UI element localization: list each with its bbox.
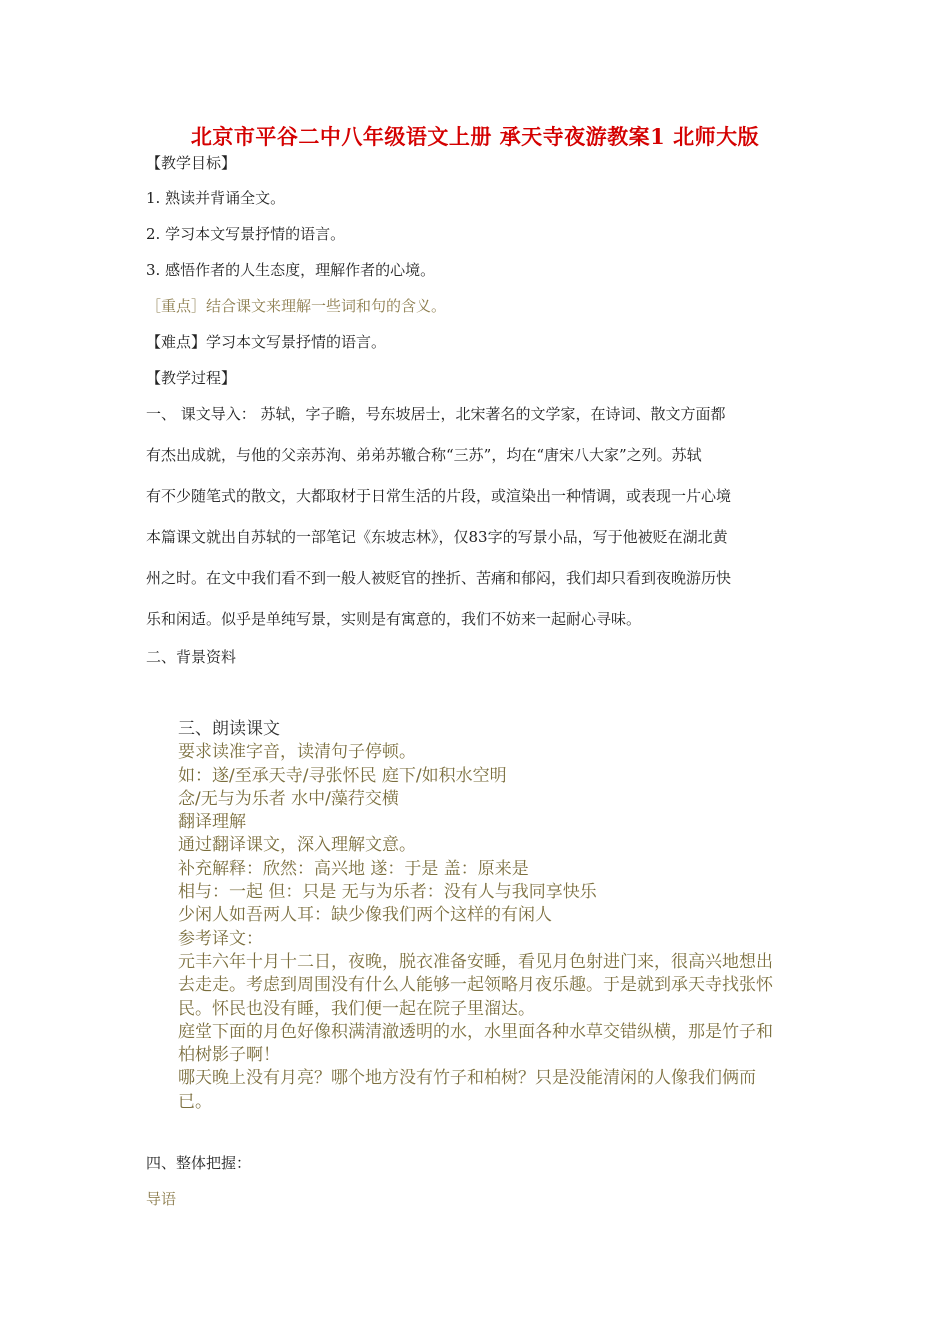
reading-line: 如：遂/至承天寺/寻张怀民 庭下/如积水空明	[178, 765, 507, 786]
reading-block	[178, 718, 818, 1114]
intro-line: 有杰出成就，与他的父亲苏洵、弟弟苏辙合称“三苏”，均在“唐宋八大家”之列。苏轼	[146, 446, 702, 464]
reading-line: 要求读准字音，读清句子停顿。	[178, 742, 416, 763]
process-header: 【教学过程】	[146, 369, 237, 387]
reading-line: 相与：一起 但：只是 无与为乐者：没有人与我同享快乐	[178, 882, 597, 903]
key-point: ［重点］结合课文来理解一些词和句的含义。	[146, 297, 447, 315]
reading-line: 民。怀民也没有睡，我们便一起在院子里溜达。	[178, 998, 535, 1019]
goal-item: 2. 学习本文写景抒情的语言。	[146, 225, 346, 243]
reading-line: 元丰六年十月十二日，夜晚，脱衣准备安睡，看见月色射进门来，很高兴地想出	[178, 951, 773, 972]
intro-line: 乐和闲适。似乎是单纯写景，实则是有寓意的，我们不妨来一起耐心寻味。	[146, 610, 642, 628]
goal-item: 3. 感悟作者的人生态度，理解作者的心境。	[146, 261, 436, 279]
reading-line: 已。	[178, 1091, 212, 1112]
difficulty: 【难点】学习本文写景抒情的语言。	[146, 333, 387, 351]
section4-header: 四、整体把握：	[146, 1154, 252, 1172]
document-title: 北京市平谷二中八年级语文上册 承天寺夜游教案1 北师大版	[190, 124, 760, 149]
reading-line: 柏树影子啊！	[178, 1045, 280, 1066]
reading-line: 去走走。考虑到周围没有什么人能够一起领略月夜乐趣。于是就到承天寺找张怀	[178, 975, 773, 996]
reading-line: 少闲人如吾两人耳：缺少像我们两个这样的有闲人	[178, 905, 552, 926]
goal-item: 1. 熟读并背诵全文。	[146, 189, 286, 207]
reading-line: 念/无与为乐者 水中/藻荇交横	[178, 788, 399, 809]
reading-line: 补充解释：欣然：高兴地 遂：于是 盖：原来是	[178, 858, 529, 879]
reading-line: 翻译理解	[178, 812, 246, 833]
reading-line: 庭堂下面的月色好像积满清澈透明的水，水里面各种水草交错纵横，那是竹子和	[178, 1021, 773, 1042]
intro-line: 一、 课文导入： 苏轼，字子瞻，号东坡居士，北宋著名的文学家，在诗词、散文方面都	[146, 405, 726, 423]
intro-line: 州之时。在文中我们看不到一般人被贬官的挫折、苦痛和郁闷，我们却只看到夜晚游历快	[146, 569, 732, 587]
reading-line: 参考译文：	[178, 928, 263, 949]
reading-header: 三、朗读课文	[178, 719, 280, 739]
background-header: 二、背景资料	[146, 648, 237, 666]
reading-line: 哪天晚上没有月亮？哪个地方没有竹子和柏树？只是没能清闲的人像我们俩而	[178, 1068, 756, 1089]
reading-line: 通过翻译课文，深入理解文意。	[178, 835, 416, 856]
goals-header: 【教学目标】	[146, 154, 237, 172]
intro-line: 本篇课文就出自苏轼的一部笔记《东坡志林》，仅83字的写景小品，写于他被贬在湖北黄	[146, 528, 728, 546]
guide-text: 导语	[146, 1190, 177, 1208]
intro-line: 有不少随笔式的散文，大都取材于日常生活的片段，或渲染出一种情调，或表现一片心境	[146, 487, 732, 505]
